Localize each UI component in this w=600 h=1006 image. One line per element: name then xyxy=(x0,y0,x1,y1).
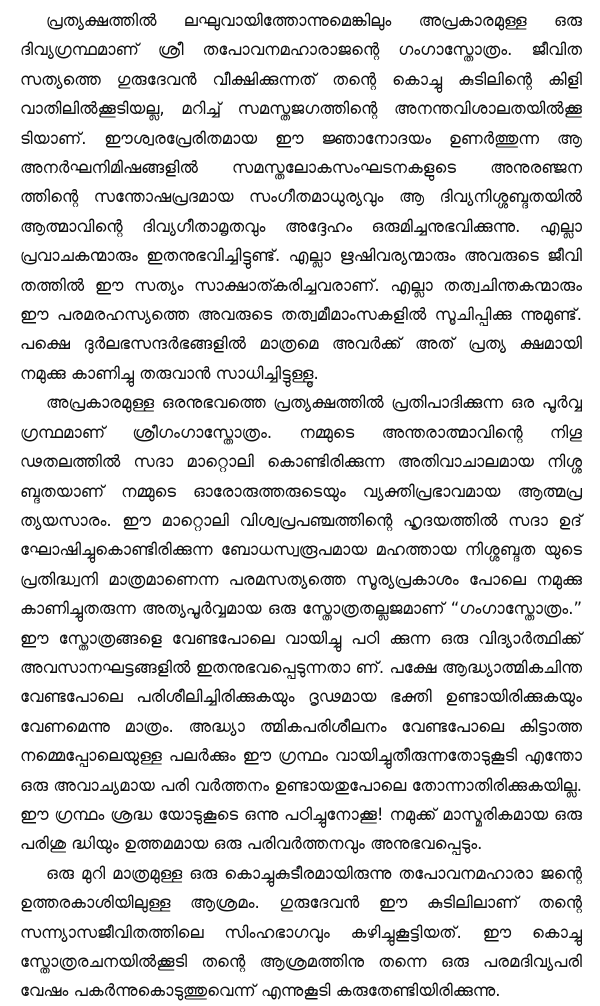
paragraph-1: പ്രത്യക്ഷത്തിൽ ലഘുവായിത്തോന്നുമെങ്കിലും അപ്രകാരമുള്ള ഒരു ദിവ്യഗ്രന്ഥമാണ് ശ്രീ തപോവനമഹാരാജന്റെ ഗംഗാസ്തോത്രം. ജീവിത സത്യത്തെ ഗുരുദേവൻ വീക്ഷിക്കുന്നത് തന്റെ കൊച്ചു കുടിലിന്റെ കിളി വാതിലിൽക്കൂടിയല്ല, മറിച്ച് സമസ്തജഗത്തിന്റെ അനന്തവിശാലതയിൽക്കൂ ടിയാണ്. ഈശ്വരപ്രേരിതമായ ഈ ജ്ഞാനോദയം ഉണർത്തുന്ന ആ അനർഘനിമിഷങ്ങളിൽ സമസ്തലോകസംഘടനകളുടെ അനുരഞ്ജന ത്തിന്റെ സന്തോഷപ്രദമായ സംഗീതമാധുര്യവും ആ ദിവ്യനിശ്ശബ്ദതയിൽ ആത്മാവിന്റെ ദിവ്യഗീതാമൃതവും അദ്ദേഹം ഒരുമിച്ചനുഭവിക്കുന്നു. എല്ലാ പ്രവാചകന്മാരും ഇതനുഭവിച്ചിട്ടുണ്ട്. എല്ലാ ഋഷിവര്യന്മാരും അവരുടെ ജീവി തത്തിൽ ഈ സത്യം സാക്ഷാത്കരിച്ചവരാണ്. എല്ലാ തത്വചിന്തകന്മാരും ഈ പരമരഹസ്യത്തെ അവരുടെ തത്വമീമാംസകളിൽ സൂചിപ്പിക്കു ന്നുമുണ്ട്. പക്ഷെ ദുർലഭസന്ദർഭങ്ങളിൽ മാത്രമെ അവർക്ക് അത് പ്രത്യ ക്ഷമായി നമുക്കു കാണിച്ചു തരുവാൻ സാധിച്ചിട്ടുള്ളൂ. xyxy=(20,11,582,383)
paragraph-2: അപ്രകാരമുള്ള ഒരനുഭവത്തെ പ്രത്യക്ഷത്തിൽ പ്രതിപാദിക്കുന്ന ഒര പൂർവ്വ ഗ്രന്ഥമാണ് ശ്രീഗംഗാസ്തോത്രം. നമ്മുടെ അന്തരാത്മാവിന്റെ നിഗൂ ഢതലത്തിൽ സദാ മാറ്റൊലി കൊണ്ടിരിക്കുന്ന അതിവാചാലമായ നിശ്ശ ബ്ദതയാണ് നമ്മുടെ ഓരോരുത്തരുടെയും വ്യക്തിപ്രഭാവമായ ആത്മപ്ര ത്യയസാരം. ഈ മാറ്റൊലി വിശ്വപ്രപഞ്ചത്തിന്റെ ഹൃദയത്തിൽ സദാ ഉദ് ഘോഷിച്ചുകൊണ്ടിരിക്കുന്ന ബോധസ്വരൂപമായ മഹത്തായ നിശ്ശബ്ദത യുടെ പ്രതിദ്ധ്വനി മാത്രമാണെന്ന പരമസത്യത്തെ സൂര്യപ്രകാശം പോലെ നമുക്കു കാണിച്ചുതരുന്ന അത്യപൂർവ്വമായ ഒരു സ്തോത്രതല്ലജമാണ് “ഗംഗാസ്തോത്രം.” ഈ സ്തോത്രങ്ങളെ വേണ്ടപോലെ വായിച്ചു പഠി ക്കുന്ന ഒരു വിദ്യാർത്ഥിക്ക് അവസാനഘട്ടങ്ങളിൽ ഇതനുഭവപ്പെടുന്നതാ ണ്. പക്ഷേ ആദ്ധ്യാത്മികചിന്ത വേണ്ടപോലെ പരിശീലിച്ചിരിക്കുകയും ദൃഢമായ ഭക്തി ഉണ്ടായിരിക്കുകയും വേണമെന്നു മാത്രം. അദ്ധ്യാ ത്മികപരിശീലനം വേണ്ടപോലെ കിട്ടാത്ത നമ്മെപ്പോലെയുള്ള പലർക്കും ഈ ഗ്രന്ഥം വായിച്ചുതീരുന്നതോടുകൂടി എന്തോ ഒരു അവാച്യമായ പരി വർത്തനം ഉണ്ടായതുപോലെ തോന്നാതിരിക്കുകയില്ല. ഈ ഗ്രന്ഥം ശ്രദ്ധ യോടുകൂടെ ഒന്നു പഠിച്ചുനോക്കൂ! നമുക്ക് മാസ്മരികമായ ഒരു പരിശു ദ്ധിയും ഉത്തമമായ ഒരു പരിവർത്തനവും അനുഭവപ്പെടും. xyxy=(20,393,582,854)
paragraph-3: ഒരു മുറി മാത്രമുള്ള ഒരു കൊച്ചുകുടീരമായിരുന്നു തപോവനമഹാരാ ജന്റെ ഉത്തരകാശിയിലുള്ള ആശ്രമം. ഗുരുദേവൻ ഈ കുടിലിലാണ് തന്റെ സന്ന്യാസജീവിതത്തിലെ സിംഹഭാഗവും കഴിച്ചുകൂട്ടിയത്. ഈ കൊച്ചു സ്തോത്രരചനയിൽക്കൂടി തന്റെ ആശ്രമത്തിനു തന്നെ ഒരു പരമദിവ്യപരി വേഷം പകർന്നുകൊടുത്തുവെന്ന് എന്നുകൂടി കരുതേണ്ടിയിരിക്കുന്നു. xyxy=(20,863,582,1001)
